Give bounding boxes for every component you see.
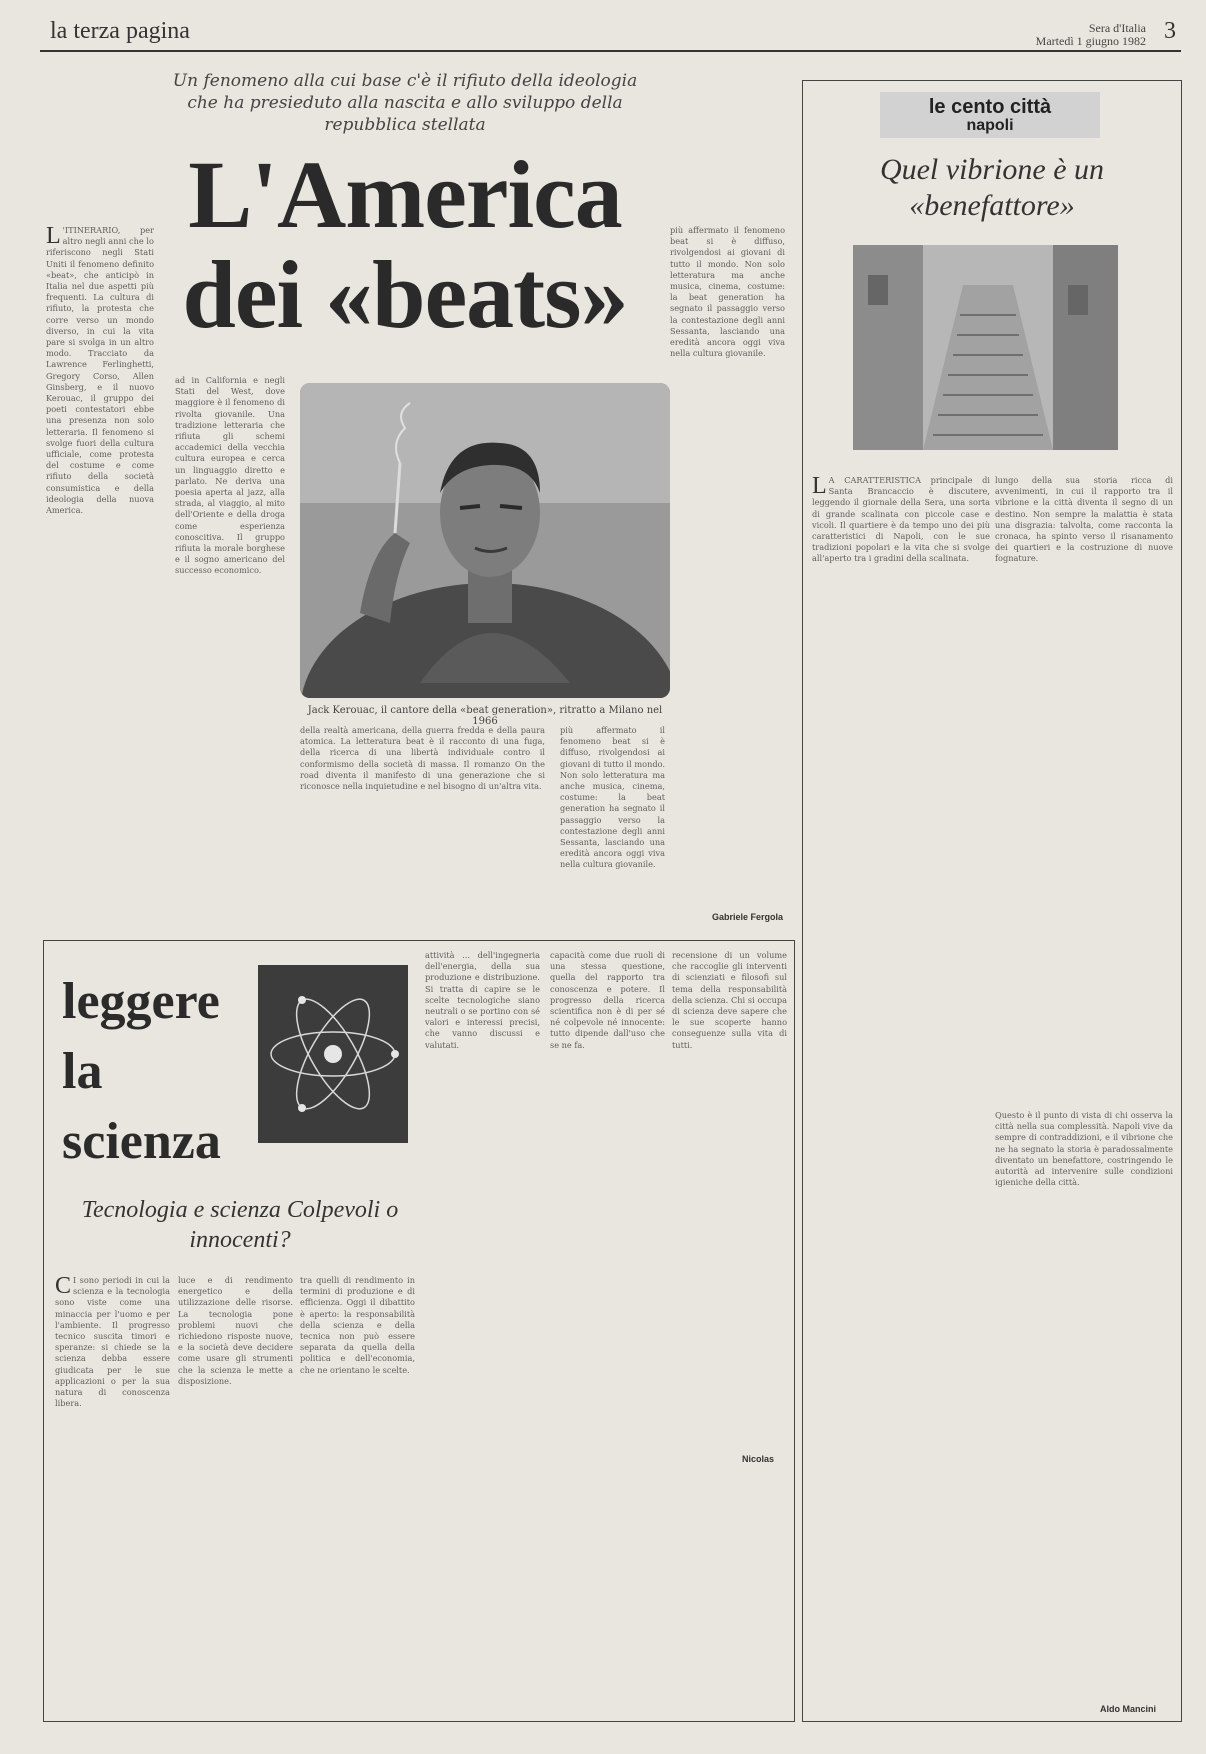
masthead-info xyxy=(1036,22,1146,48)
column-text: 'ITINERARIO, per altro negli anni che lo riferiscono negli Stati Uniti il fenomeno definito «beat», che anticipò in Italia nel due aspetti più frequenti. La cultura di rifiuto, la protesta che corre verso un mondo diverso, in cui la vita pare si svolga in un altro modo. Tracciato da Lawrence Ferlinghetti, Gregory Corso, Allen Ginsberg, e il nuovo Kerouac, il gruppo dei poeti contestatori ebbe una presenza non solo letteraria. Il fenomeno si svolge fuori della cultura ufficiale, come protesta del costume e come rifiuto della società consumistica e della ideologia della nuova America. xyxy=(46,225,154,516)
city-photo xyxy=(853,245,1118,450)
article-column-3 xyxy=(300,725,545,930)
city-column-3 xyxy=(995,1110,1173,1695)
header-rule xyxy=(40,50,1181,52)
science-column-1 xyxy=(55,1275,170,1715)
headline-line-1: L'America xyxy=(188,141,622,248)
staircase-illustration xyxy=(853,245,1118,450)
drop-cap: L xyxy=(812,475,827,499)
science-subtitle: Tecnologia e scienza Colpevoli o innocenti? xyxy=(81,1197,399,1253)
city-headline: Quel vibrione è un «benefattore» xyxy=(879,153,1105,222)
article-column-4 xyxy=(560,725,665,930)
article-column-5 xyxy=(670,225,785,930)
science-signature: Nicolas xyxy=(742,1454,775,1464)
science-title-2: la xyxy=(62,1043,103,1100)
page-number: 3 xyxy=(1164,18,1176,44)
section-title: la terza pagina xyxy=(50,18,190,44)
paper-name: Sera d'Italia xyxy=(1088,21,1146,35)
photo-caption: Jack Kerouac, il cantore della «beat generation», ritratto a Milano nel 1966 xyxy=(307,705,663,727)
science-column-2 xyxy=(178,1275,293,1715)
city-tag-title: le cento città xyxy=(928,96,1052,118)
science-column-6 xyxy=(672,950,787,1650)
portrait-illustration xyxy=(300,383,670,698)
science-title-3: scienza xyxy=(62,1113,221,1170)
city-tag-city: napoli xyxy=(966,117,1014,134)
column-text: tra quelli di rendimento in termini di produzione e di efficienza. Oggi il dibattito è aperto: la responsabilità della scienza e della tecnica non può essere separata da quella della politica e dell'economia, che ne orientano le scelte. xyxy=(300,1275,415,1375)
column-text: più affermato il fenomeno beat si è diffuso, rivolgendosi ai giovani di tutto il mondo. Non solo letteratura ma anche musica, cinema, costume: la beat generation ha segnato il passaggio verso la contestazione degli anni Sessanta, lasciando una eredità ancora oggi viva nella cultura giovanile. xyxy=(560,725,665,870)
article-signature: Gabriele Fergola xyxy=(712,912,784,922)
city-tag xyxy=(880,92,1100,138)
column-text: attività ... dell'ingegneria dell'energia, della sua produzione e distribuzione. Si tratta di capire se le scelte tecnologiche siano neutrali o se portino con sé valori e interessi precisi, che vanno discussi e valutati. xyxy=(425,950,540,1050)
atom-illustration xyxy=(258,965,408,1143)
city-signature: Aldo Mancini xyxy=(1100,1704,1156,1714)
column-text: più affermato il fenomeno beat si è diffuso, rivolgendosi ai giovani di tutto il mondo. Non solo letteratura ma anche musica, cinema, costume: la beat generation ha segnato il passaggio verso la contestazione degli anni Sessanta, lasciando una eredità ancora oggi viva nella cultura giovanile. xyxy=(670,225,785,359)
drop-cap: L xyxy=(46,225,61,249)
article-column-2 xyxy=(175,375,285,930)
column-text: luce e di rendimento energetico e della utilizzazione delle risorse. La tecnologia pone problemi nuovi che richiedono risposte nuove, e la società deve decidere come usare gli strumenti che la scienza le mette a disposizione. xyxy=(178,1275,293,1386)
column-text: lungo della sua storia ricca di avvenimenti, in cui il rapporto tra il vibrione e la città diventa il segno di un destino. Non sempre la malattia è stata una disgrazia: talvolta, come racconta la cronaca, ha spinto verso il risanamento dei quartieri e la costruzione di nuove fognature. xyxy=(995,475,1173,564)
column-text: A CARATTERISTICA principale di Santa Brancaccio è discutere, leggendo il giornale della Sera, una sorta di grande scalinata con piccole case e vicoli. Il quartiere è da tempo uno dei più caratteristici di Napoli, con le sue tradizioni popolari e la vita che si svolge all'aperto tra i gradini della scalinata. xyxy=(812,475,990,564)
science-column-5 xyxy=(550,950,665,1715)
issue-date: Martedì 1 giugno 1982 xyxy=(1035,34,1146,48)
article-column-1 xyxy=(46,225,154,930)
drop-cap: C xyxy=(55,1275,72,1299)
column-text: recensione di un volume che raccoglie gli interventi di scienziati e filosofi sul tema della responsabilità della scienza. Chi si occupa di scienza deve sapere che le sue scoperte hanno conseguenze sulla vita di tutti. xyxy=(672,950,787,1050)
column-text: Questo è il punto di vista di chi osserva la città nella sua complessità. Napoli vive da sempre di contraddizioni, e il vibrione che ne ha segnato la storia è paradossalmente diventato un benefattore, costringendo le autorità ad intervenire sulle condizioni igieniche della città. xyxy=(995,1110,1173,1188)
article-kicker: Un fenomeno alla cui base c'è il rifiuto della ideologia che ha presieduto alla nascita e allo sviluppo della repubblica stellata xyxy=(172,71,638,135)
headline-line-2: dei «beats» xyxy=(182,241,628,348)
city-column-2 xyxy=(995,475,1173,1095)
column-text: I sono periodi in cui la scienza e la tecnologia sono viste come una minaccia per l'uomo e per l'ambiente. Il progresso tecnico suscita timori e speranze: si chiede se la scienza debba essere giudicata per le sue applicazioni o per la sua natura di conoscenza libera. xyxy=(55,1275,170,1409)
column-text: della realtà americana, della guerra fredda e della paura atomica. La letteratura beat è il racconto di una fuga, della ricerca di una libertà individuale contro il conformismo della società di massa. Il romanzo On the road diventa il manifesto di una generazione che si riconosce nella inquietudine e nel bisogno di un'altra vita. xyxy=(300,725,545,792)
column-text: ad in California e negli Stati del West, dove maggiore è il fenomeno di rivolta giovanile. Una tradizione letteraria che rifiuta gli schemi accademici della vecchia cultura europea e cerca un linguaggio diretto e parlato. Ne deriva una poesia aperta al jazz, alla strada, al viaggio, al mito dell'Oriente e della droga come esperienza conoscitiva. Il gruppo rifiuta la morale borghese e il sogno americano del successo economico. xyxy=(175,375,285,576)
science-column-3 xyxy=(300,1275,415,1715)
column-text: capacità come due ruoli di una stessa questione, quella del rapporto tra conoscenza e potere. Il progresso della ricerca scientifica non è di per sé né colpevole né innocente: tutto dipende dall'uso che se ne fa. xyxy=(550,950,665,1050)
atom-photo xyxy=(258,965,408,1143)
science-title-1: leggere xyxy=(62,973,220,1030)
kerouac-photo xyxy=(300,383,670,698)
city-column-1 xyxy=(812,475,990,1695)
article-headline xyxy=(170,141,640,348)
science-column-4 xyxy=(425,950,540,1715)
